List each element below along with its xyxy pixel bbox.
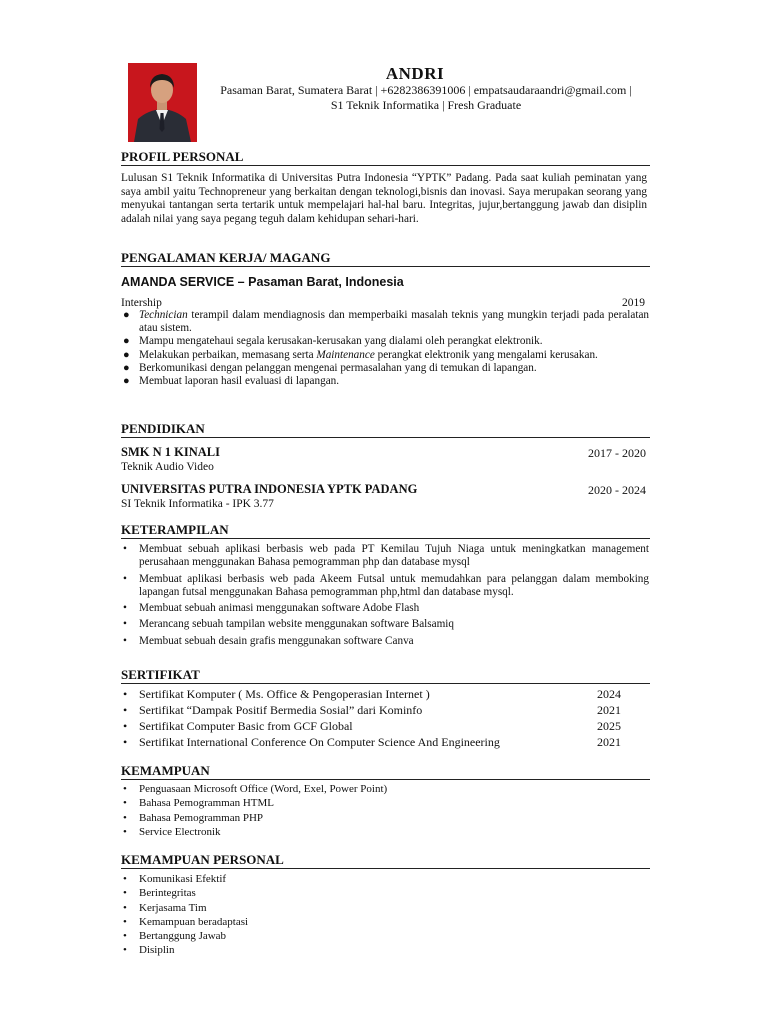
school-name: UNIVERSITAS PUTRA INDONESIA YPTK PADANG [121,482,418,496]
certificate-year: 2025 [597,719,621,733]
list-item: • Membuat aplikasi berbasis web pada Akeem Futsal untuk memudahkan para pelanggan dalam memboking lapangan futsal menggunakan Bahasa pemogramman php,html dan database mysql. [123,572,649,598]
list-item: ● Technician terampil dalam mendiagnosis dan memperbaiki masalah teknis yang mungkin terjadi pada peralatan atau sistem. [123,309,649,335]
list-item: ● Melakukan perbaikan, memasang serta Maintenance perangkat elektronik yang mengalami kerusakan. [123,348,598,361]
school-major: SI Teknik Informatika - IPK 3.77 [121,498,274,510]
profile-photo [128,63,197,142]
list-item: • Service Electronik [123,825,221,838]
list-item: • Membuat sebuah animasi menggunakan software Adobe Flash [123,602,420,615]
school-years: 2020 - 2024 [588,483,646,497]
list-item: • Disiplin [123,944,175,957]
list-item: • Berintegritas [123,887,196,900]
list-item: • Sertifikat “Dampak Positif Bermedia Sosial” dari Kominfo 2021 [123,703,621,717]
list-item: • Penguasaan Microsoft Office (Word, Exel, Power Point) [123,783,388,795]
list-item: ● Berkomunikasi dengan pelanggan mengenai permasalahan yang di temukan di lapangan. [123,361,537,374]
list-item: • Membuat sebuah desain grafis menggunakan software Canva [123,634,414,647]
certificate-year: 2024 [597,687,621,701]
school-name: SMK N 1 KINALI [121,445,220,459]
list-item: • Bahasa Pemogramman PHP [123,811,264,824]
certificate-list [121,686,649,750]
list-item: ● Membuat laporan hasil evaluasi di lapangan. [123,375,340,388]
list-item: • Sertifikat International Conference On Computer Science And Engineering 2021 [123,735,621,749]
experience-list [121,309,649,388]
abilities-list [121,782,649,839]
headline: S1 Teknik Informatika | Fresh Graduate [330,98,522,112]
list-item: • Sertifikat Computer Basic from GCF Global 2025 [123,719,621,733]
list-item: • Membuat sebuah aplikasi berbasis web pada PT Kemilau Tujuh Niaga untuk meningkatkan management perusahaan menggunakan Bahasa pemogramman php dan database mysql [123,543,649,569]
section-title-personal-abilities: KEMAMPUAN PERSONAL [121,852,650,869]
job-role: Intership [121,297,162,309]
list-item: • Sertifikat Komputer ( Ms. Office & Pengoperasian Internet ) 2024 [123,687,621,701]
personal-abilities-list [121,872,649,958]
candidate-name: ANDRI [385,64,445,83]
section-title-experience: PENGALAMAN KERJA/ MAGANG [121,250,650,267]
list-item: • Merancang sebuah tampilan website menggunakan software Balsamiq [123,618,455,631]
section-title-skills: KETERAMPILAN [121,522,650,539]
section-title-abilities: KEMAMPUAN [121,763,650,780]
list-item: • Kemampuan beradaptasi [123,915,249,928]
school-years: 2017 - 2020 [588,446,646,460]
list-item: ● Mampu mengatehaui segala kerusakan-kerusakan yang dialami oleh perangkat elektronik. [123,335,543,348]
contact-info: Pasaman Barat, Sumatera Barat | +6282386391006 | empatsaudaraandri@gmail.com | [220,83,632,97]
skills-list [121,543,649,651]
list-item: • Komunikasi Efektif [123,873,227,885]
list-item: • Kerjasama Tim [123,901,207,914]
list-item: • Bahasa Pemogramman HTML [123,797,275,810]
list-item: • Bertanggung Jawab [123,930,227,943]
company-name: AMANDA SERVICE – Pasaman Barat, Indonesia [121,275,404,289]
certificate-year: 2021 [597,703,621,717]
school-major: Teknik Audio Video [121,461,214,473]
section-title-certificates: SERTIFIKAT [121,667,650,684]
section-title-profile: PROFIL PERSONAL [121,149,650,166]
certificate-year: 2021 [597,735,621,749]
job-year: 2019 [622,297,645,309]
profile-summary: Lulusan S1 Teknik Informatika di Universitas Putra Indonesia “YPTK” Padang. Pada saat kuliah peminatan yang saya ambil yaitu Technopreneur yang berkaitan dengan teknologi,bisnis dan inovasi. Saya merupakan seorang yang menyukai tantangan serta tertarik untuk mempelajari hal-hal baru. Integritas, jujur,bertanggung jawab dan disiplin adalah nilai yang saya pegang teguh dalam kehidupan sehari-hari. [121,172,647,225]
section-title-education: PENDIDIKAN [121,421,650,438]
